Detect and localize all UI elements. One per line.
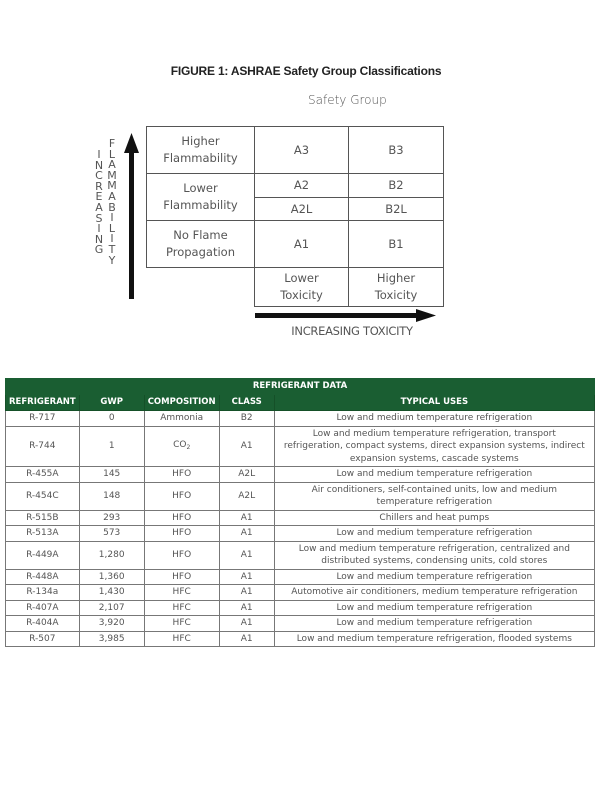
cell-typical-uses: Low and medium temperature refrigeration	[274, 616, 594, 632]
table-row	[6, 541, 595, 569]
cell-refrigerant: R-134a	[6, 585, 80, 601]
cell-refrigerant: R-744	[6, 426, 80, 467]
vertical-letter: S	[95, 211, 103, 225]
cell-a2l: A2L	[254, 197, 349, 221]
cell-composition: HFO	[144, 467, 219, 483]
vertical-letter: A	[95, 200, 103, 214]
cell-a1: A1	[254, 220, 349, 268]
cell-composition: HFO	[144, 526, 219, 542]
header-refrigerant: REFRIGERANT	[6, 395, 80, 411]
cell-b3: B3	[348, 126, 444, 174]
cell-gwp: 3,920	[79, 616, 144, 632]
cell-typical-uses: Low and medium temperature refrigeration	[274, 600, 594, 616]
vertical-letter: M	[107, 168, 117, 182]
vertical-letter: Y	[108, 253, 116, 267]
vertical-letter: M	[107, 179, 117, 193]
cell-class: A1	[219, 426, 274, 467]
vertical-letter: A	[108, 158, 116, 172]
table-row	[6, 510, 595, 526]
header-typical-uses: TYPICAL USES	[274, 395, 594, 411]
cell-gwp: 1,280	[79, 541, 144, 569]
cell-composition: HFC	[144, 631, 219, 647]
right-arrow-icon	[255, 309, 436, 322]
up-arrow-head	[124, 133, 139, 153]
vertical-letter: T	[108, 242, 116, 256]
col-label-lower-toxicity: Lower Toxicity	[254, 267, 349, 307]
cell-refrigerant: R-717	[6, 411, 80, 427]
cell-class: A2L	[219, 467, 274, 483]
table-row	[6, 426, 595, 467]
vertical-letter: F	[108, 137, 116, 150]
vertical-letter: I	[97, 222, 101, 236]
cell-b2l: B2L	[348, 197, 444, 221]
cell-class: A1	[219, 616, 274, 632]
cell-composition: HFC	[144, 600, 219, 616]
header-composition: COMPOSITION	[144, 395, 219, 411]
cell-refrigerant: R-404A	[6, 616, 80, 632]
row-label-no-flame-propagation: No Flame Propagation	[146, 220, 255, 268]
safety-group-label: Safety Group	[308, 93, 387, 107]
cell-refrigerant: R-507	[6, 631, 80, 647]
cell-gwp: 293	[79, 510, 144, 526]
table-row	[6, 585, 595, 601]
vertical-letter: I	[97, 148, 101, 161]
cell-gwp: 1,430	[79, 585, 144, 601]
table-row	[6, 526, 595, 542]
cell-class: A1	[219, 569, 274, 585]
cell-class: A1	[219, 526, 274, 542]
cell-gwp: 3,985	[79, 631, 144, 647]
cell-typical-uses: Low and medium temperature refrigeration	[274, 569, 594, 585]
vertical-letter: G	[94, 243, 104, 257]
cell-typical-uses: Low and medium temperature refrigeration	[274, 411, 594, 427]
vertical-letter: R	[95, 179, 103, 193]
cell-refrigerant: R-407A	[6, 600, 80, 616]
cell-typical-uses: Low and medium temperature refrigeration	[274, 467, 594, 483]
cell-refrigerant: R-454C	[6, 482, 80, 510]
cell-composition: HFO	[144, 569, 219, 585]
table-row	[6, 600, 595, 616]
cell-refrigerant: R-513A	[6, 526, 80, 542]
table-row	[6, 631, 595, 647]
cell-typical-uses: Low and medium temperature refrigeration, centralized and distributed systems, condensing units, cold stores	[274, 541, 594, 569]
row-label-higher-flammability: Higher Flammability	[146, 126, 255, 174]
vertical-letter: L	[108, 221, 116, 235]
cell-typical-uses: Low and medium temperature refrigeration, transport refrigeration, compact systems, direct expansion systems, indirect expansion systems, cascade systems	[274, 426, 594, 467]
vertical-letter: E	[95, 190, 103, 204]
cell-typical-uses: Automotive air conditioners, medium temperature refrigeration	[274, 585, 594, 601]
refrigerant-data-table	[5, 378, 595, 647]
cell-refrigerant: R-515B	[6, 510, 80, 526]
up-arrow-icon	[124, 133, 139, 299]
vertical-letter: L	[108, 147, 116, 161]
cell-gwp: 573	[79, 526, 144, 542]
cell-typical-uses: Chillers and heat pumps	[274, 510, 594, 526]
vertical-letter: I	[110, 211, 114, 225]
vertical-letter: A	[108, 189, 116, 203]
table-row	[6, 411, 595, 427]
cell-typical-uses: Air conditioners, self-contained units, low and medium temperature refrigeration	[274, 482, 594, 510]
table-title: REFRIGERANT DATA	[6, 379, 595, 395]
cell-composition: HFO	[144, 541, 219, 569]
table-row	[6, 467, 595, 483]
up-arrow-shaft	[129, 150, 134, 299]
cell-class: A1	[219, 600, 274, 616]
table-row	[6, 482, 595, 510]
cell-class: A1	[219, 541, 274, 569]
increasing-toxicity-label: INCREASING TOXICITY	[291, 324, 413, 338]
cell-composition: HFO	[144, 482, 219, 510]
cell-class: A1	[219, 510, 274, 526]
cell-a3: A3	[254, 126, 349, 174]
row-label-lower-flammability: Lower Flammability	[146, 173, 255, 221]
vertical-letter: N	[94, 158, 104, 172]
cell-composition: HFC	[144, 616, 219, 632]
col-label-higher-toxicity: Higher Toxicity	[348, 267, 444, 307]
cell-b2: B2	[348, 173, 444, 198]
table-row	[6, 616, 595, 632]
cell-gwp: 148	[79, 482, 144, 510]
cell-b1: B1	[348, 220, 444, 268]
cell-composition: HFO	[144, 510, 219, 526]
cell-gwp: 0	[79, 411, 144, 427]
vertical-letter: C	[95, 169, 103, 183]
composition-subscript: 2	[186, 443, 191, 451]
cell-a2: A2	[254, 173, 349, 198]
cell-composition: HFC	[144, 585, 219, 601]
figure-title: FIGURE 1: ASHRAE Safety Group Classifications	[170, 64, 442, 78]
cell-gwp: 2,107	[79, 600, 144, 616]
header-class: CLASS	[219, 395, 274, 411]
cell-class: A1	[219, 585, 274, 601]
cell-gwp: 145	[79, 467, 144, 483]
header-gwp: GWP	[79, 395, 144, 411]
cell-typical-uses: Low and medium temperature refrigeration	[274, 526, 594, 542]
vertical-letter: B	[108, 200, 116, 214]
cell-class: A1	[219, 631, 274, 647]
cell-gwp: 1	[79, 426, 144, 467]
cell-gwp: 1,360	[79, 569, 144, 585]
cell-refrigerant: R-448A	[6, 569, 80, 585]
cell-class: B2	[219, 411, 274, 427]
vertical-letter: N	[94, 232, 104, 246]
right-arrow-shaft	[255, 313, 420, 318]
cell-class: A2L	[219, 482, 274, 510]
cell-composition: $CO_2$	[144, 426, 219, 467]
cell-refrigerant: R-449A	[6, 541, 80, 569]
vertical-letter: I	[110, 232, 114, 246]
right-arrow-head	[416, 309, 436, 322]
cell-composition: Ammonia	[144, 411, 219, 427]
cell-typical-uses: Low and medium temperature refrigeration, flooded systems	[274, 631, 594, 647]
cell-refrigerant: R-455A	[6, 467, 80, 483]
table-row	[6, 569, 595, 585]
